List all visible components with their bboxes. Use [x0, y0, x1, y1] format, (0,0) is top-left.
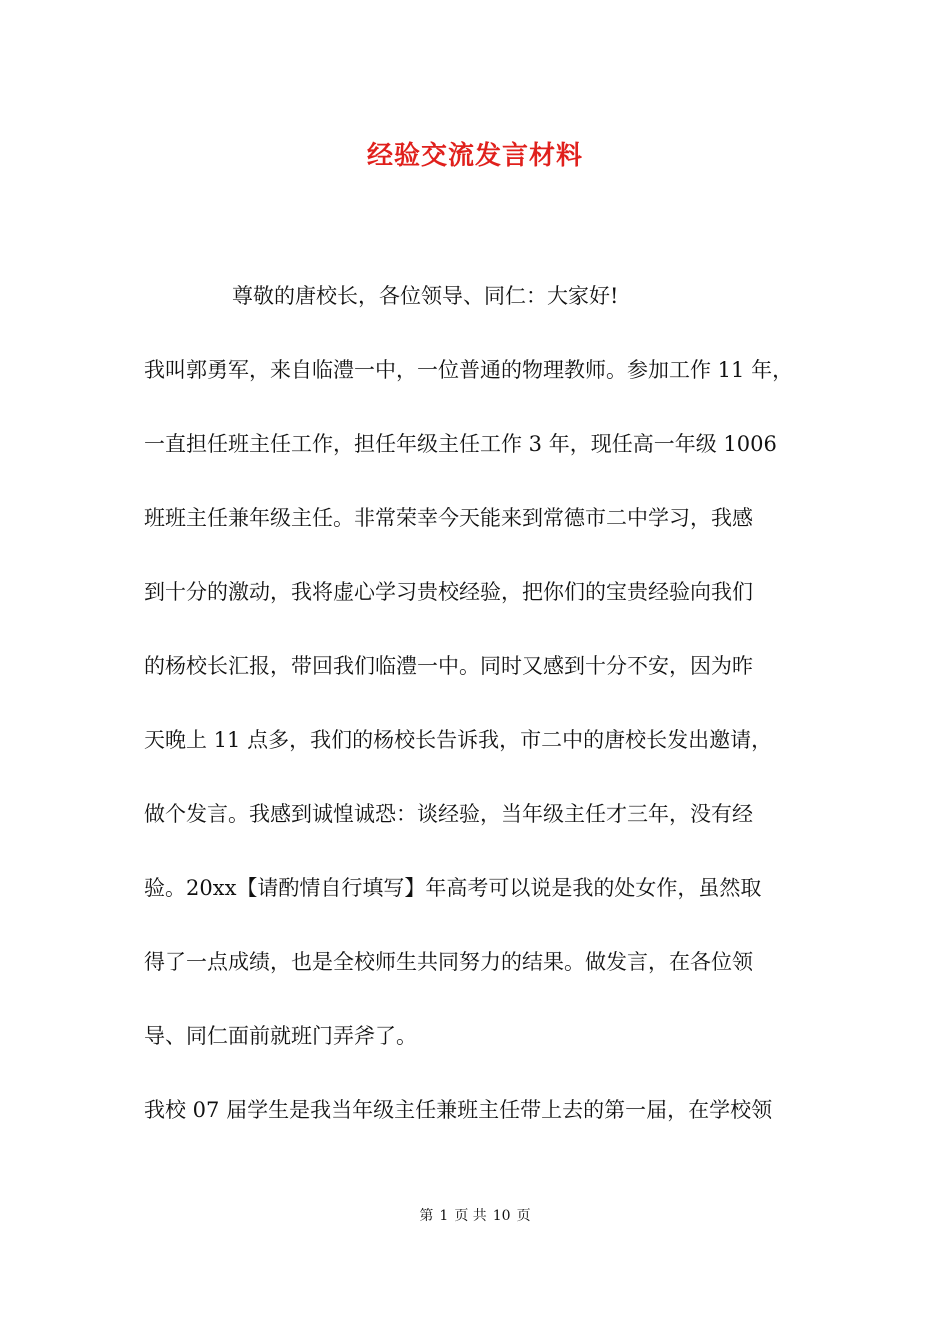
- body-line-2: 一直担任班主任工作，担任年级主任工作 3 年，现任高一年级 1006: [144, 432, 777, 456]
- body-line-1: 我叫郭勇军，来自临澧一中，一位普通的物理教师。参加工作 11 年，: [144, 358, 794, 382]
- body-line-6: 天晚上 11 点多，我们的杨校长告诉我，市二中的唐校长发出邀请，: [144, 728, 773, 752]
- footer-total-pages: 10: [492, 1208, 511, 1224]
- page-footer: [0, 1206, 950, 1226]
- footer-suffix: 页: [516, 1208, 531, 1224]
- body-line-10: 导、同仁面前就班门弄斧了。: [144, 1024, 417, 1048]
- body-line-8: 验。20xx【请酌情自行填写】年高考可以说是我的处女作，虽然取: [144, 876, 762, 900]
- footer-middle: 页 共: [454, 1208, 487, 1224]
- footer-current-page: 1: [439, 1208, 449, 1224]
- body-line-7: 做个发言。我感到诚惶诚恐：谈经验，当年级主任才三年，没有经: [144, 802, 753, 826]
- greeting-line: 尊敬的唐校长，各位领导、同仁：大家好!: [232, 284, 619, 308]
- document-title: 经验交流发言材料: [366, 141, 583, 171]
- body-line-9: 得了一点成绩，也是全校师生共同努力的结果。做发言，在各位领: [144, 950, 753, 974]
- body-line-11: 我校 07 届学生是我当年级主任兼班主任带上去的第一届，在学校领: [144, 1098, 773, 1122]
- footer-prefix: 第: [419, 1208, 434, 1224]
- body-line-4: 到十分的激动，我将虚心学习贵校经验，把你们的宝贵经验向我们: [144, 580, 753, 604]
- body-line-5: 的杨校长汇报，带回我们临澧一中。同时又感到十分不安，因为昨: [144, 654, 753, 678]
- body-line-3: 班班主任兼年级主任。非常荣幸今天能来到常德市二中学习，我感: [144, 506, 753, 530]
